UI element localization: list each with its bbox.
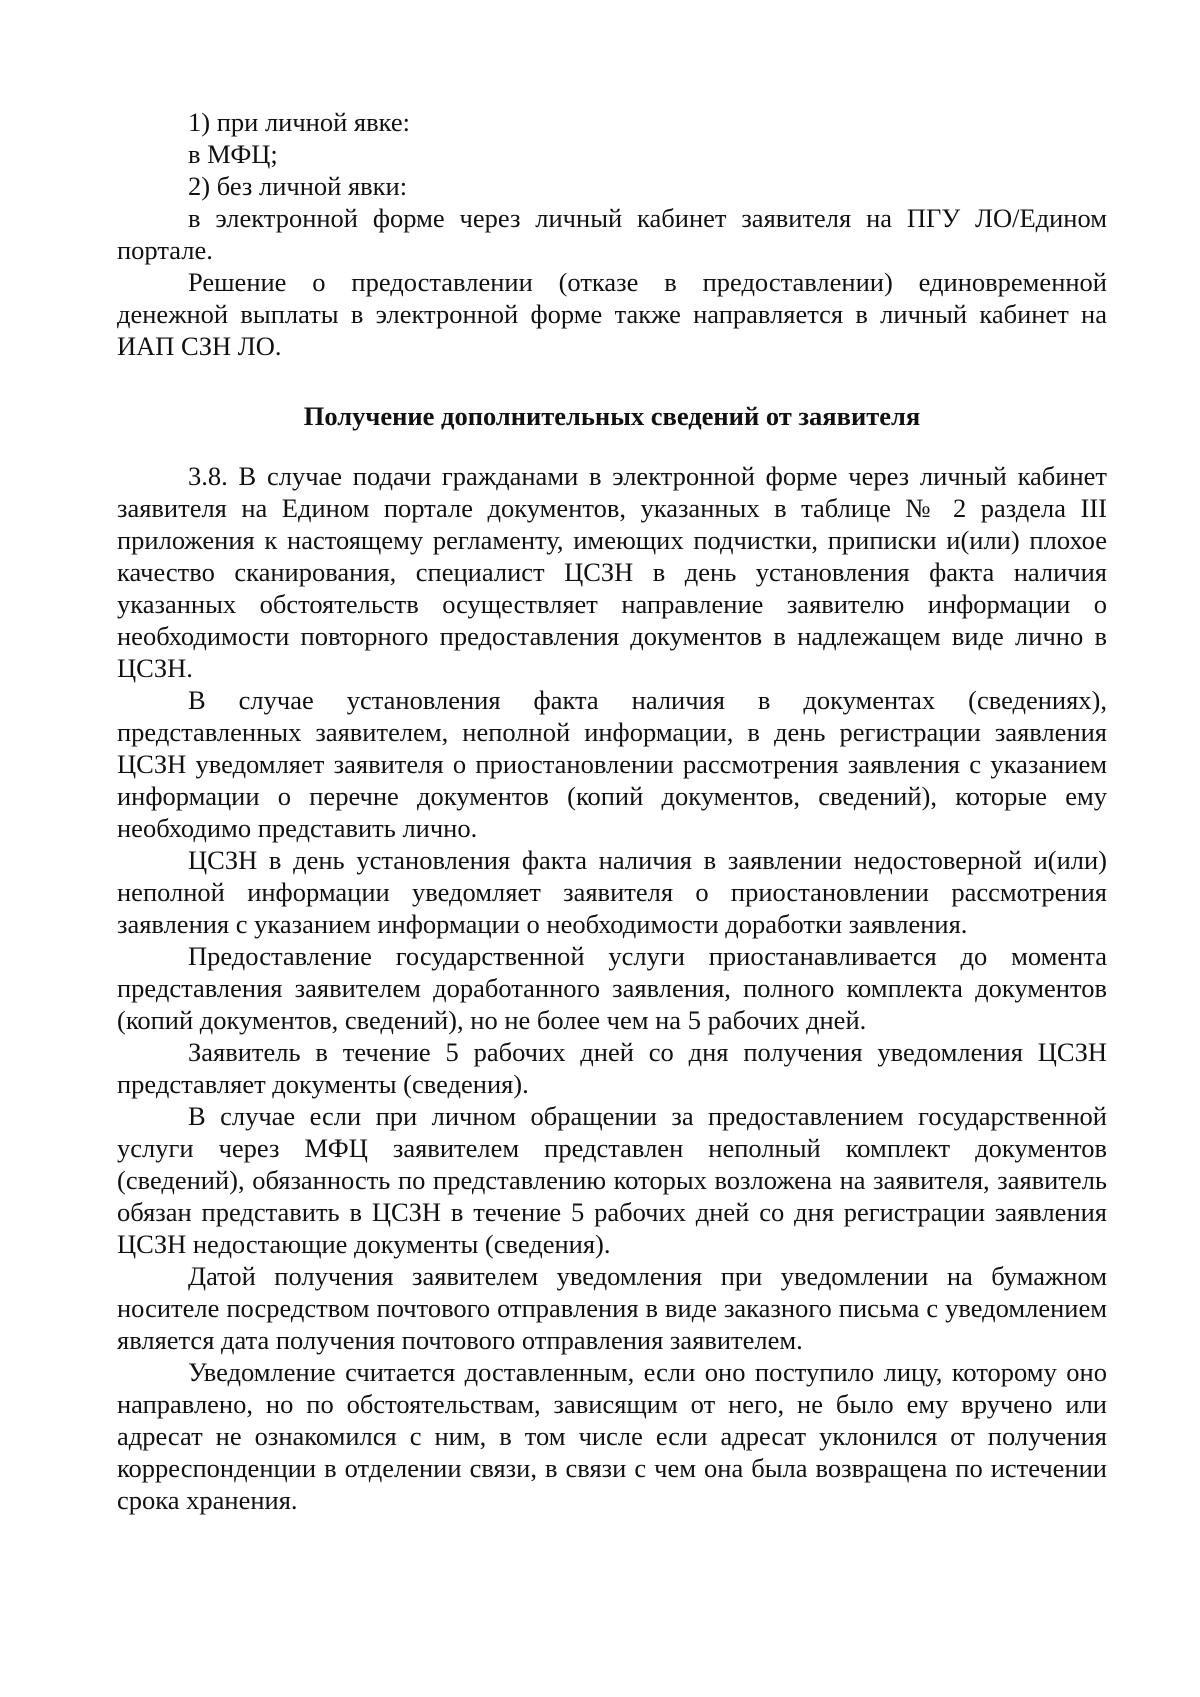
body-paragraph: Заявитель в течение 5 рабочих дней со дня получения уведомления ЦСЗН представляет документы (сведения).	[117, 1037, 1107, 1099]
intro-paragraph: Решение о предоставлении (отказе в предоставлении) единовременной денежной выплаты в электронной форме также направляется в личный кабинет на ИАП СЗН ЛО.	[117, 267, 1107, 361]
body-paragraph: Уведомление считается доставленным, если оно поступило лицу, которому оно направлено, но по обстоятельствам, зависящим от него, не было ему вручено или адресат не ознакомился с ним, в том числе если адресат уклонился от получения корреспонденции в отделении связи, в связи с чем она была возвращена по истечении срока хранения.	[117, 1357, 1107, 1515]
body-paragraph: ЦСЗН в день установления факта наличия в заявлении недостоверной и(или) неполной информации уведомляет заявителя о приостановлении рассмотрения заявления с указанием информации о необходимости доработки заявления.	[117, 845, 1107, 939]
body-paragraph: В случае установления факта наличия в документах (сведениях), представленных заявителем, неполной информации, в день регистрации заявления ЦСЗН уведомляет заявителя о приостановлении рассмотрения заявления с указанием информации о перечне документов (копий документов, сведений), которые ему необходимо представить лично.	[117, 685, 1107, 843]
section-heading: Получение дополнительных сведений от заявителя	[303, 401, 921, 431]
body-paragraph: В случае если при личном обращении за предоставлением государственной услуги через МФЦ заявителем представлен неполный комплект документов (сведений), обязанность по представлению которых возложена на заявителя, заявитель обязан представить в ЦСЗН в течение 5 рабочих дней со дня регистрации заявления ЦСЗН недостающие документы (сведения).	[117, 1101, 1107, 1259]
body-paragraph: Предоставление государственной услуги приостанавливается до момента представления заявителем доработанного заявления, полного комплекта документов (копий документов, сведений), но не более чем на 5 рабочих дней.	[117, 941, 1107, 1035]
intro-line: в МФЦ;	[188, 139, 278, 169]
intro-paragraph: в электронной форме через личный кабинет заявителя на ПГУ ЛО/Едином портале.	[117, 203, 1107, 265]
intro-line: 1) при личной явке:	[188, 107, 410, 137]
document-page	[117, 106, 1107, 1516]
intro-line: 2) без личной явки:	[188, 171, 408, 201]
body-paragraph: 3.8. В случае подачи гражданами в электронной форме через личный кабинет заявителя на Едином портале документов, указанных в таблице № 2 раздела III приложения к настоящему регламенту, имеющих подчистки, приписки и(или) плохое качество сканирования, специалист ЦСЗН в день установления факта наличия указанных обстоятельств осуществляет направление заявителю информации о необходимости повторного предоставления документов в надлежащем виде лично в ЦСЗН.	[117, 461, 1107, 683]
body-paragraph: Датой получения заявителем уведомления при уведомлении на бумажном носителе посредством почтового отправления в виде заказного письма с уведомлением является дата получения почтового отправления заявителем.	[117, 1261, 1107, 1355]
